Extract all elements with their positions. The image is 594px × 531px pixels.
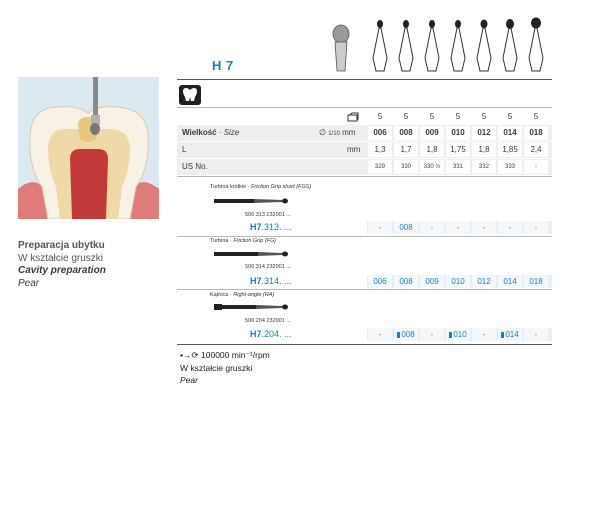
pack-cell: 5 <box>368 110 392 124</box>
pack-icon <box>347 112 359 124</box>
availability-cell: 010 <box>446 328 470 341</box>
pack-cell: 5 <box>394 110 418 124</box>
fg-shank-drawing <box>212 249 292 259</box>
length-row <box>177 142 552 158</box>
length-cell: 1,8 <box>420 143 444 157</box>
section-ra-part-number: H7.204. ... <box>250 329 292 339</box>
section-ra-code: 500 204 232001 ... <box>245 318 291 324</box>
ra-shank-drawing <box>212 301 292 313</box>
product-description <box>18 240 106 290</box>
section-ra-label: Kątnica · Right-angle (RA) <box>210 292 275 298</box>
availability-cell: - <box>524 328 548 341</box>
availability-cell: - <box>368 221 392 234</box>
pack-cell: 5 <box>498 110 522 124</box>
length-cell: 1,3 <box>368 143 392 157</box>
fgs-shank-drawing <box>212 196 292 206</box>
fg-availability-row <box>367 275 552 288</box>
availability-cell: - <box>420 221 444 234</box>
pack-row <box>177 109 552 125</box>
size-label: Wielkość · Size <box>182 128 240 137</box>
description-shape-pl: W kształcie gruszki <box>18 252 104 264</box>
section-fg-part-number: H7.314. ... <box>250 276 292 286</box>
length-unit: mm <box>347 145 361 154</box>
section-fgs-code: 500 313 232001 ... <box>245 212 291 218</box>
us-number-cell: 329 <box>368 160 392 174</box>
availability-cell: 014 <box>498 275 522 288</box>
us-number-cell: 330 <box>394 160 418 174</box>
size-cell: 014 <box>498 126 522 140</box>
availability-cell: 018 <box>524 275 548 288</box>
footer-shape-pl: W kształcie gruszki <box>180 363 253 373</box>
availability-cell: 008 <box>394 221 418 234</box>
pack-cell: 5 <box>446 110 470 124</box>
availability-cell: 010 <box>446 275 470 288</box>
bur-drawing-small <box>373 18 543 72</box>
section-divider <box>177 236 552 237</box>
table-top-divider <box>177 107 552 108</box>
section-fgs-part-number: H7.313. ... <box>250 222 292 232</box>
pack-cell: 5 <box>420 110 444 124</box>
section-fgs-label: Turbina krótkie · Friction Grip short (FGS) <box>210 184 312 190</box>
header-divider <box>177 79 552 80</box>
us-number-cell: 332 <box>472 160 496 174</box>
stock-marker-icon <box>397 332 400 338</box>
description-shape-en: Pear <box>18 277 40 289</box>
table-bottom-divider <box>177 344 552 345</box>
product-title: H 7 <box>212 58 234 73</box>
length-label: L <box>182 145 187 154</box>
ra-availability-row <box>367 328 552 341</box>
us-number-cell: 331 <box>446 160 470 174</box>
bur-drawing-large <box>333 25 349 71</box>
fgs-availability-row <box>367 221 552 234</box>
availability-cell: - <box>498 221 522 234</box>
size-cell: 018 <box>524 126 548 140</box>
description-title-en: Cavity preparation <box>18 265 106 276</box>
bur-drawings <box>325 16 555 76</box>
table-divider <box>177 176 552 177</box>
size-cell: 010 <box>446 126 470 140</box>
section-fg-code: 500 314 232001 ... <box>245 264 291 270</box>
length-cell: 1,8 <box>472 143 496 157</box>
stock-marker-icon <box>501 332 504 338</box>
tooth-badge-icon <box>179 85 201 105</box>
size-unit: ∅ 1/10 mm <box>319 128 356 137</box>
us-number-cell: - <box>524 160 548 174</box>
speed-note: ▪→⟳ 100000 min⁻¹/rpm <box>180 350 270 360</box>
tooth-illustration <box>18 77 159 219</box>
availability-cell: 008 <box>394 328 418 341</box>
us-number-cell: 333 <box>498 160 522 174</box>
size-cell: 008 <box>394 126 418 140</box>
pack-cell: 5 <box>472 110 496 124</box>
availability-cell: - <box>524 221 548 234</box>
stock-marker-icon <box>449 332 452 338</box>
length-cell: 2,4 <box>524 143 548 157</box>
pack-cell: 5 <box>524 110 548 124</box>
availability-cell: 008 <box>394 275 418 288</box>
footer-shape-en: Pear <box>180 375 198 385</box>
availability-cell: 014 <box>498 328 522 341</box>
size-row <box>177 125 552 141</box>
section-fg-label: Turbina · Friction Grip (FG) <box>210 238 277 244</box>
availability-cell: 009 <box>420 275 444 288</box>
us-number-row <box>177 159 552 175</box>
availability-cell: 012 <box>472 275 496 288</box>
size-cell: 009 <box>420 126 444 140</box>
length-cell: 1,75 <box>446 143 470 157</box>
availability-cell: - <box>420 328 444 341</box>
length-cell: 1,7 <box>394 143 418 157</box>
speed-icon: ▪→⟳ <box>180 350 199 360</box>
availability-cell: 006 <box>368 275 392 288</box>
availability-cell: - <box>446 221 470 234</box>
availability-cell: - <box>368 328 392 341</box>
availability-cell: - <box>472 328 496 341</box>
size-cell: 012 <box>472 126 496 140</box>
availability-cell: - <box>472 221 496 234</box>
length-cell: 1,85 <box>498 143 522 157</box>
size-cell: 006 <box>368 126 392 140</box>
us-number-label: US No. <box>182 162 208 171</box>
section-divider <box>177 289 552 290</box>
us-number-cell: 330 ½ <box>420 160 444 174</box>
description-title-pl: Preparacja ubytku <box>18 240 105 251</box>
